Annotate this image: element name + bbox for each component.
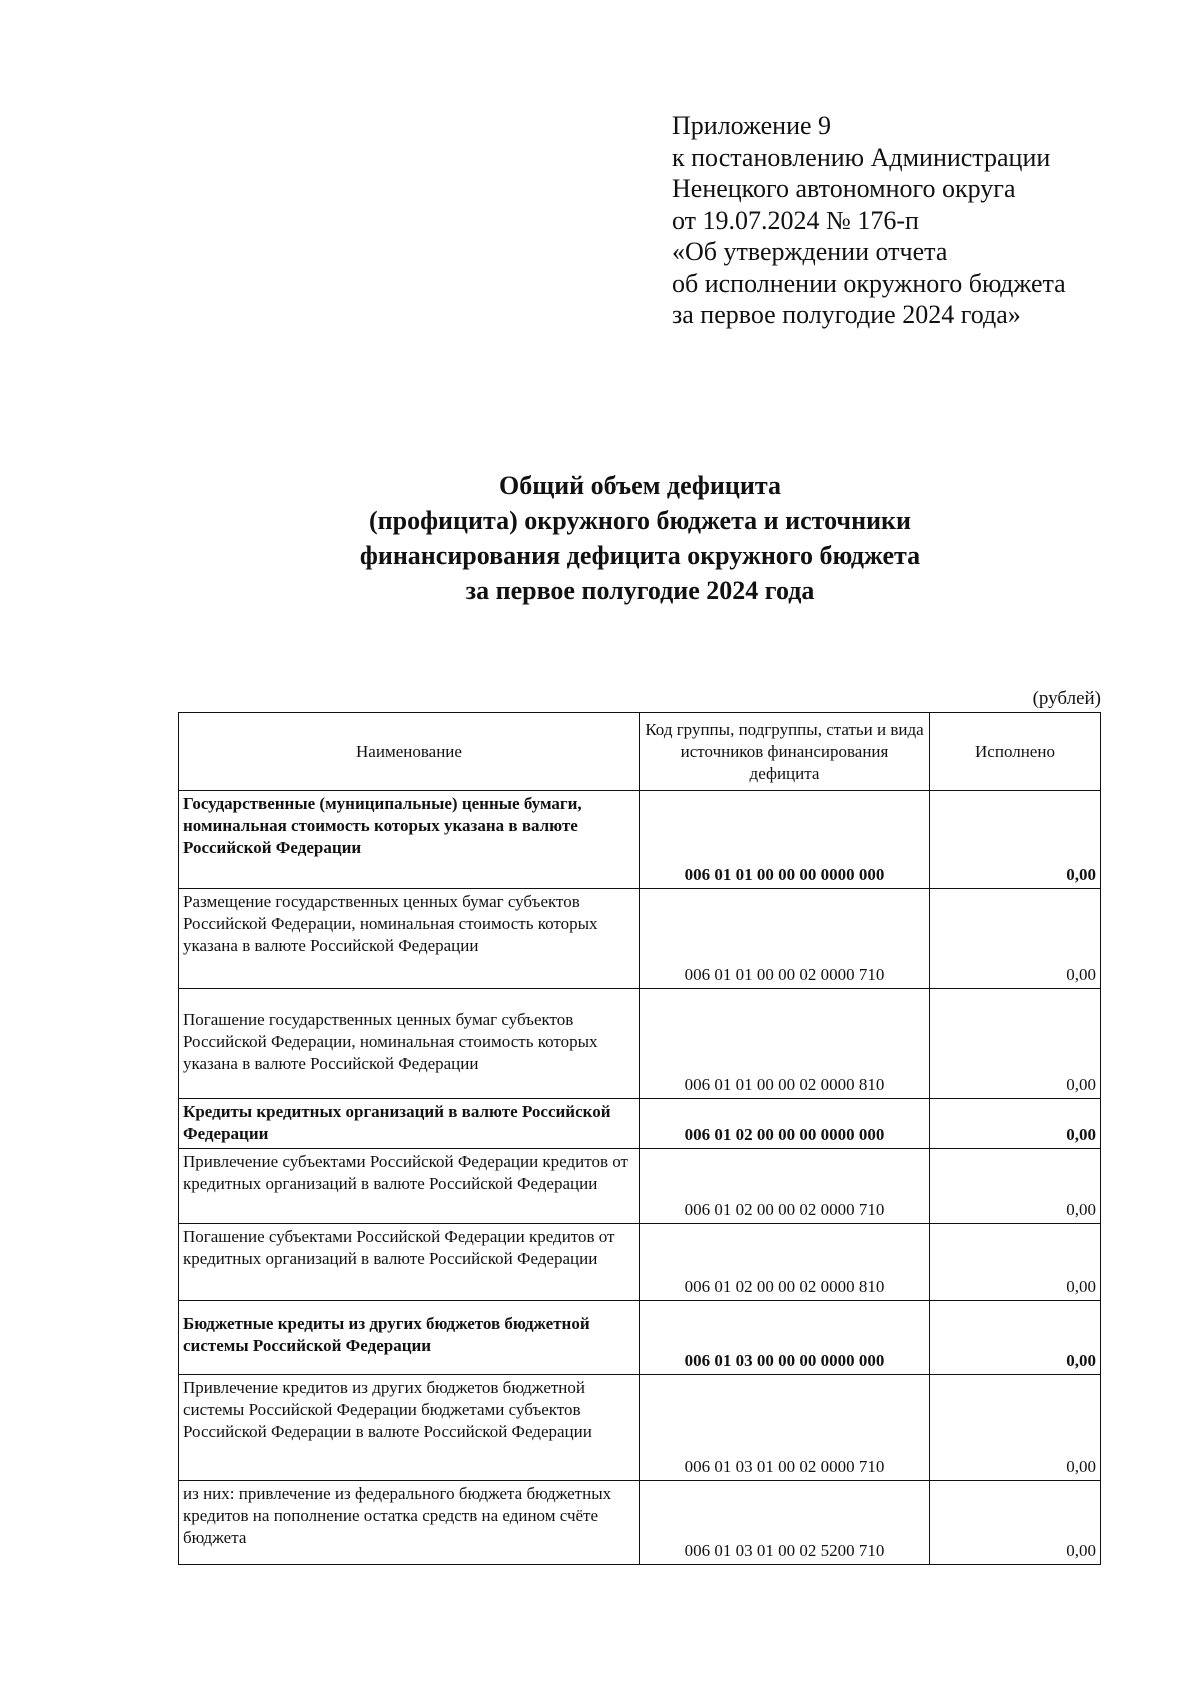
row-value: 0,00 (930, 1099, 1101, 1149)
row-code: 006 01 03 01 00 02 0000 710 (640, 1375, 930, 1481)
header-name: Наименование (179, 713, 640, 791)
appendix-block (672, 110, 1112, 331)
header-value: Исполнено (930, 713, 1101, 791)
appendix-line: Ненецкого автономного округа (672, 174, 1016, 203)
row-name: Привлечение субъектами Российской Федерации кредитов от кредитных организаций в валюте Российской Федерации (179, 1149, 640, 1224)
row-code: 006 01 02 00 00 02 0000 710 (640, 1149, 930, 1224)
table-row (179, 1301, 1101, 1375)
row-name: Погашение субъектами Российской Федерации кредитов от кредитных организаций в валюте Российской Федерации (179, 1224, 640, 1301)
row-name: Бюджетные кредиты из других бюджетов бюджетной системы Российской Федерации (179, 1301, 640, 1375)
row-code: 006 01 03 01 00 02 5200 710 (640, 1481, 930, 1565)
appendix-line: об исполнении окружного бюджета (672, 268, 1066, 298)
row-value: 0,00 (930, 889, 1101, 989)
table-row (179, 1224, 1101, 1301)
appendix-line: за первое полугодие 2024 года» (672, 300, 1021, 329)
row-name: Привлечение кредитов из других бюджетов бюджетной системы Российской Федерации бюджетами субъектов Российской Федерации в валюте Российской Федерации (179, 1375, 640, 1481)
row-value: 0,00 (930, 1224, 1101, 1301)
row-code: 006 01 02 00 00 02 0000 810 (640, 1224, 930, 1301)
table-row (179, 1375, 1101, 1481)
row-value: 0,00 (930, 791, 1101, 889)
table-row (179, 889, 1101, 989)
appendix-line: Приложение 9 (672, 111, 832, 140)
appendix-line: к постановлению Администрации (672, 142, 1051, 172)
table-row (179, 1481, 1101, 1565)
row-code: 006 01 01 00 00 02 0000 810 (640, 989, 930, 1099)
document-title (180, 468, 1100, 608)
row-value: 0,00 (930, 1481, 1101, 1565)
row-code: 006 01 03 00 00 00 0000 000 (640, 1301, 930, 1375)
row-value: 0,00 (930, 1301, 1101, 1375)
title-line: за первое полугодие 2024 года (465, 576, 815, 605)
header-code: Код группы, подгруппы, статьи и вида источников финансирования дефицита (640, 713, 930, 791)
appendix-line: «Об утверждении отчета (672, 237, 948, 266)
table-row (179, 989, 1101, 1099)
row-name: из них: привлечение из федерального бюджета бюджетных кредитов на пополнение остатка средств на едином счёте бюджета (179, 1481, 640, 1565)
table-row (179, 1099, 1101, 1149)
table-row (179, 1149, 1101, 1224)
title-line: (профицита) окружного бюджета и источники (368, 506, 912, 535)
title-line: Общий объем дефицита (499, 471, 781, 500)
row-name: Размещение государственных ценных бумаг субъектов Российской Федерации, номинальная стоимость которых указана в валюте Российской Федерации (179, 889, 640, 989)
row-code: 006 01 02 00 00 00 0000 000 (640, 1099, 930, 1149)
title-line: финансирования дефицита окружного бюджета (359, 541, 921, 570)
table-header-row (179, 713, 1101, 791)
row-name: Государственные (муниципальные) ценные бумаги, номинальная стоимость которых указана в валюте Российской Федерации (179, 791, 640, 889)
row-name: Погашение государственных ценных бумаг субъектов Российской Федерации, номинальная стоимость которых указана в валюте Российской Федерации (179, 989, 640, 1099)
financing-sources-table (178, 712, 1101, 1565)
row-code: 006 01 01 00 00 02 0000 710 (640, 889, 930, 989)
row-code: 006 01 01 00 00 00 0000 000 (640, 791, 930, 889)
row-value: 0,00 (930, 1375, 1101, 1481)
appendix-line: от 19.07.2024 № 176-п (672, 205, 919, 235)
row-value: 0,00 (930, 989, 1101, 1099)
row-name: Кредиты кредитных организаций в валюте Российской Федерации (179, 1099, 640, 1149)
row-value: 0,00 (930, 1149, 1101, 1224)
table-row (179, 791, 1101, 889)
units-label: (рублей) (1032, 688, 1101, 709)
